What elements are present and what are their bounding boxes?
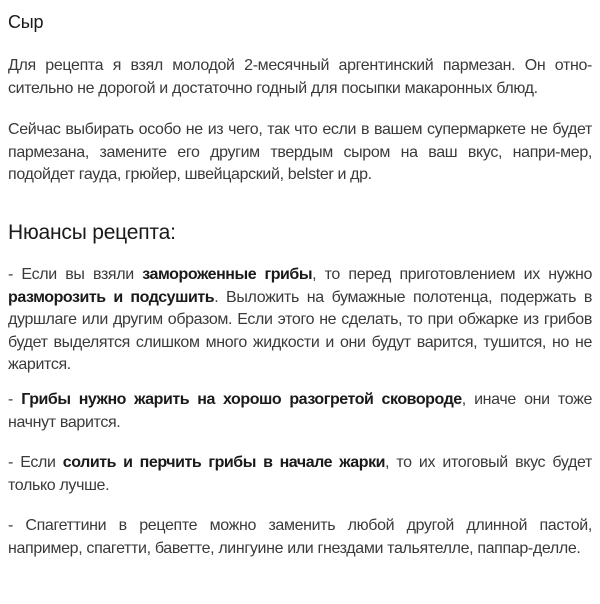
nuances-section-title: Нюансы рецепта:: [8, 221, 176, 244]
nuance-text: , иначе они тоже начнут варится.: [8, 391, 592, 431]
cheese-section-title: Сыр: [8, 12, 44, 32]
nuance-emphasis: разморозить и подсушить: [8, 288, 215, 306]
nuance-text: - Если вы взяли: [8, 266, 143, 283]
nuance-text: . Выложить на бумажные полотенца, подержать в дуршлаге или другим образом. Если этого не сделать, то при обжарке из грибов будет выделятся слишком много жидкости и они будут варится, тушится, но не жарится.: [8, 288, 592, 373]
cheese-paragraph-2: Сейчас выбирать особо не из чего, так что если в вашем супермаркете не будет пармезана, замените его другим твердым сыром на ваш вкус, напри-мер, подойдет гауда, грюйер, швейцарский, belster и др.: [8, 121, 592, 183]
nuance-item-frozen-mushrooms: [8, 264, 592, 377]
nuance-text: -: [8, 391, 22, 408]
nuance-emphasis: Грибы нужно жарить на хорошо разогретой сковороде: [21, 391, 462, 408]
nuance-emphasis: солить и перчить грибы в начале жарки: [62, 454, 386, 471]
nuance-text: , то их итоговый вкус будет только лучше.: [8, 454, 592, 494]
cheese-paragraph-1: Для рецепта я взял молодой 2-месячный аргентинский пармезан. Он отно-сительно не дорогой и достаточно годный для посыпки макаронных блюд.: [8, 57, 592, 97]
nuance-emphasis: замороженные грибы: [142, 266, 313, 283]
nuance-item-hot-pan: [8, 389, 592, 434]
nuance-item-salt-pepper: [8, 452, 592, 497]
nuance-text: , то перед приготовлением их нужно: [312, 266, 592, 283]
nuance-item-pasta-substitute: - Спагеттини в рецепте можно заменить любой другой длинной пастой, например, спагетти, баветте, лингуине или гнездами тальятелле, паппар-делле.: [8, 517, 592, 557]
nuance-text: - Если: [8, 454, 63, 471]
